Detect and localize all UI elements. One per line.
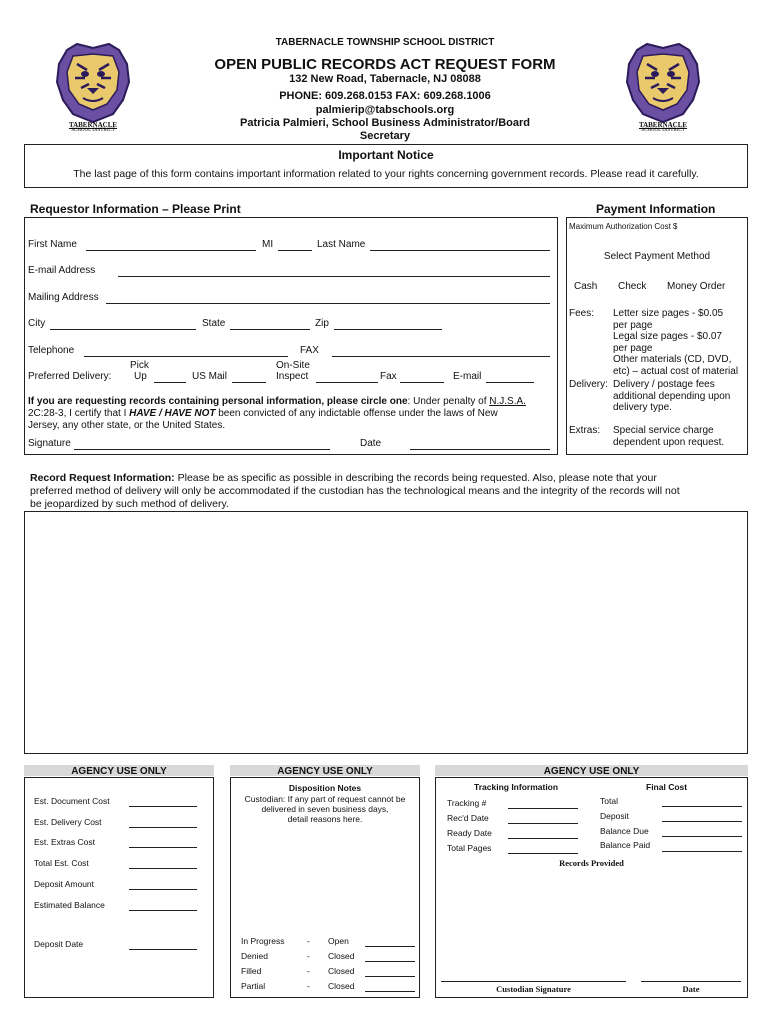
est-document-cost-field[interactable] [129, 806, 197, 807]
status-field[interactable] [365, 946, 415, 947]
personal-info-bold: If you are requesting records containing personal information, please circle one [28, 396, 408, 407]
check-option[interactable]: Check [618, 281, 647, 292]
telephone-field[interactable] [84, 356, 288, 357]
status-dash: - [307, 981, 310, 991]
notes-line: detail reasons here. [287, 814, 363, 824]
fee-line: etc) – actual cost of material [613, 365, 739, 377]
deposit-amount-label: Deposit Amount [34, 879, 95, 889]
custodian-signature-field[interactable] [441, 981, 626, 982]
zip-field[interactable] [334, 329, 442, 330]
est-extras-cost-label: Est. Extras Cost [34, 837, 95, 847]
est-document-cost-label: Est. Document Cost [34, 796, 110, 806]
us-mail-option[interactable] [232, 382, 266, 383]
final-cost-field[interactable] [662, 806, 742, 807]
first-name-field[interactable] [86, 250, 256, 251]
tracking-title: Tracking Information [474, 782, 559, 792]
city-field[interactable] [50, 329, 196, 330]
fees-label: Fees: [569, 308, 595, 319]
inspect-label: Inspect [276, 371, 309, 382]
custodian-date-field[interactable] [641, 981, 741, 982]
signature-field[interactable] [74, 449, 330, 450]
tracking-field[interactable] [508, 853, 578, 854]
logo-sub-right: SCHOOL DISTRICT [641, 128, 685, 133]
status-dash: - [307, 936, 310, 946]
fax-field[interactable] [332, 356, 550, 357]
email-option-label: E-mail [453, 371, 482, 382]
final-cost-field[interactable] [662, 836, 742, 837]
tracking-field[interactable] [508, 808, 578, 809]
status-right: Closed [328, 951, 355, 961]
agency-title-2: AGENCY USE ONLY [277, 766, 373, 777]
records-provided-label: Records Provided [559, 858, 624, 868]
status-field[interactable] [365, 961, 415, 962]
record-request-line2: preferred method of delivery will only be accommodated if the custodian has the technological means and the integrity of the records will not [30, 485, 680, 497]
telephone-label: Telephone [28, 345, 75, 356]
tracking-label: Rec'd Date [447, 813, 489, 823]
notes-line: Custodian: If any part of request cannot be [244, 794, 406, 804]
payment-heading: Payment Information [596, 202, 716, 216]
delivery-line: Delivery / postage fees [613, 379, 715, 390]
mi-label: MI [262, 239, 274, 250]
email-option[interactable] [486, 382, 534, 383]
agency-box-3 [435, 777, 748, 998]
status-left: Filled [241, 966, 262, 976]
notice-text: The last page of this form contains important information related to your rights concerning government records. Please read it carefully. [73, 168, 699, 180]
total-est-cost-label: Total Est. Cost [34, 858, 89, 868]
njsa-ref: N.J.S.A. [489, 396, 526, 407]
status-right: Closed [328, 966, 355, 976]
extras-line: Special service charge [613, 425, 714, 436]
final-cost-label: Deposit [600, 811, 629, 821]
cert-text-a: 2C:28-3, I certify that I [28, 408, 130, 419]
district-email: palmierip@tabschools.org [315, 104, 455, 116]
onsite-option[interactable] [316, 382, 378, 383]
city-label: City [28, 318, 46, 329]
fees-text [613, 308, 738, 377]
status-field[interactable] [365, 991, 415, 992]
mi-field[interactable] [278, 250, 312, 251]
record-request-line3: be jeopardized by such method of delivery. [30, 498, 229, 510]
estimated-balance-label: Estimated Balance [34, 900, 105, 910]
fee-line: Letter size pages - $0.05 [613, 308, 724, 319]
pick-label: Pick [130, 360, 149, 371]
email-label: E-mail Address [28, 265, 96, 276]
personal-info-line2 [28, 408, 498, 419]
mailing-field[interactable] [106, 303, 550, 304]
fee-line: per page [613, 319, 653, 331]
requestor-heading: Requestor Information – Please Print [30, 202, 241, 216]
fee-line: Legal size pages - $0.07 [613, 331, 722, 342]
fax-label: FAX [300, 345, 319, 356]
custodian-signature-label: Custodian Signature [496, 984, 571, 994]
district-phone: PHONE: 609.268.0153 FAX: 609.268.1006 [279, 90, 491, 102]
status-dash: - [307, 951, 310, 961]
fax-option-label: Fax [380, 371, 397, 382]
extras-line: dependent upon request. [613, 436, 725, 448]
agency-title-1: AGENCY USE ONLY [71, 766, 167, 777]
custodian-date-label: Date [682, 984, 700, 994]
date-field[interactable] [410, 449, 550, 450]
tracking-field[interactable] [508, 838, 578, 839]
up-label: Up [134, 371, 147, 382]
contact-line-1: Patricia Palmieri, School Business Administrator/Board [240, 117, 530, 129]
status-field[interactable] [365, 976, 415, 977]
state-label: State [202, 318, 226, 329]
tracking-field[interactable] [508, 823, 578, 824]
personal-info-line1 [28, 396, 526, 407]
estimated-balance-field[interactable] [129, 910, 197, 911]
personal-info-rest: : Under penalty of [407, 396, 490, 407]
est-extras-cost-field[interactable] [129, 847, 197, 848]
tracking-label: Total Pages [447, 843, 492, 853]
signature-label: Signature [28, 438, 71, 449]
district-name: TABERNACLE TOWNSHIP SCHOOL DISTRICT [275, 37, 495, 48]
contact-line-2: Secretary [359, 130, 411, 142]
date-label: Date [360, 438, 382, 449]
record-request-heading: Record Request Information: [30, 472, 175, 484]
final-cost-title: Final Cost [646, 782, 688, 792]
status-left: Partial [241, 981, 266, 991]
money-order-option[interactable]: Money Order [667, 281, 726, 292]
select-payment-label: Select Payment Method [603, 251, 711, 262]
mailing-label: Mailing Address [28, 292, 99, 303]
logo-name-left: TABERNACLE [68, 121, 118, 129]
status-right: Closed [328, 981, 355, 991]
max-auth-label: Maximum Authorization Cost $ [569, 222, 678, 231]
cert-text-b: been convicted of any indictable offense under the laws of New [215, 408, 498, 419]
district-address: 132 New Road, Tabernacle, NJ 08088 [289, 73, 481, 85]
delivery-label: Preferred Delivery: [28, 371, 112, 382]
form-title: OPEN PUBLIC RECORDS ACT REQUEST FORM [214, 56, 556, 73]
status-left: In Progress [241, 936, 285, 946]
deposit-date-label: Deposit Date [34, 939, 84, 949]
final-cost-label: Total [600, 796, 618, 806]
delivery-line: additional depending upon [613, 390, 731, 402]
notes-line: delivered in seven business days, [261, 804, 389, 814]
cash-option[interactable]: Cash [574, 281, 598, 292]
disposition-notes-title: Disposition Notes [288, 783, 362, 793]
email-field[interactable] [118, 276, 550, 277]
tracking-label: Tracking # [447, 798, 487, 808]
record-request-text: Please be as specific as possible in describing the records being requested. Also, please note that your [174, 472, 657, 484]
fee-line: Other materials (CD, DVD, [613, 354, 732, 365]
est-delivery-cost-label: Est. Delivery Cost [34, 817, 102, 827]
notice-title: Important Notice [338, 148, 434, 162]
final-cost-label: Balance Due [600, 826, 649, 836]
deposit-amount-field[interactable] [129, 889, 197, 890]
extras-label: Extras: [569, 425, 601, 436]
tracking-label: Ready Date [447, 828, 492, 838]
personal-info-line3: Jersey, any other state, or the United States. [28, 420, 226, 431]
record-request-line1 [30, 472, 657, 484]
final-cost-field[interactable] [662, 821, 742, 822]
final-cost-label: Balance Paid [600, 840, 651, 850]
fee-line: per page [613, 342, 653, 354]
have-have-not-choice[interactable]: HAVE / HAVE NOT [129, 408, 216, 419]
zip-label: Zip [315, 318, 329, 329]
status-right: Open [328, 936, 349, 946]
logo-sub-left: SCHOOL DISTRICT [71, 128, 115, 133]
delivery-line: delivery type. [613, 402, 672, 413]
last-name-label: Last Name [317, 239, 366, 250]
total-est-cost-field[interactable] [129, 868, 197, 869]
agency-title-3: AGENCY USE ONLY [543, 766, 640, 777]
deposit-date-field[interactable] [129, 949, 197, 950]
delivery-fee-text [613, 379, 730, 414]
fax-option[interactable] [400, 382, 444, 383]
state-field[interactable] [230, 329, 310, 330]
record-request-textarea[interactable] [24, 511, 748, 754]
est-delivery-cost-field[interactable] [129, 827, 197, 828]
first-name-label: First Name [28, 239, 77, 250]
onsite-label: On-Site [276, 360, 310, 371]
extras-text [613, 425, 724, 448]
last-name-field[interactable] [370, 250, 550, 251]
status-dash: - [307, 966, 310, 976]
status-left: Denied [241, 951, 268, 961]
us-mail-label: US Mail [192, 371, 228, 382]
logo-name-right: TABERNACLE [638, 121, 688, 129]
final-cost-field[interactable] [662, 851, 742, 852]
pickup-option[interactable] [154, 382, 186, 383]
delivery-fee-label: Delivery: [569, 379, 608, 390]
